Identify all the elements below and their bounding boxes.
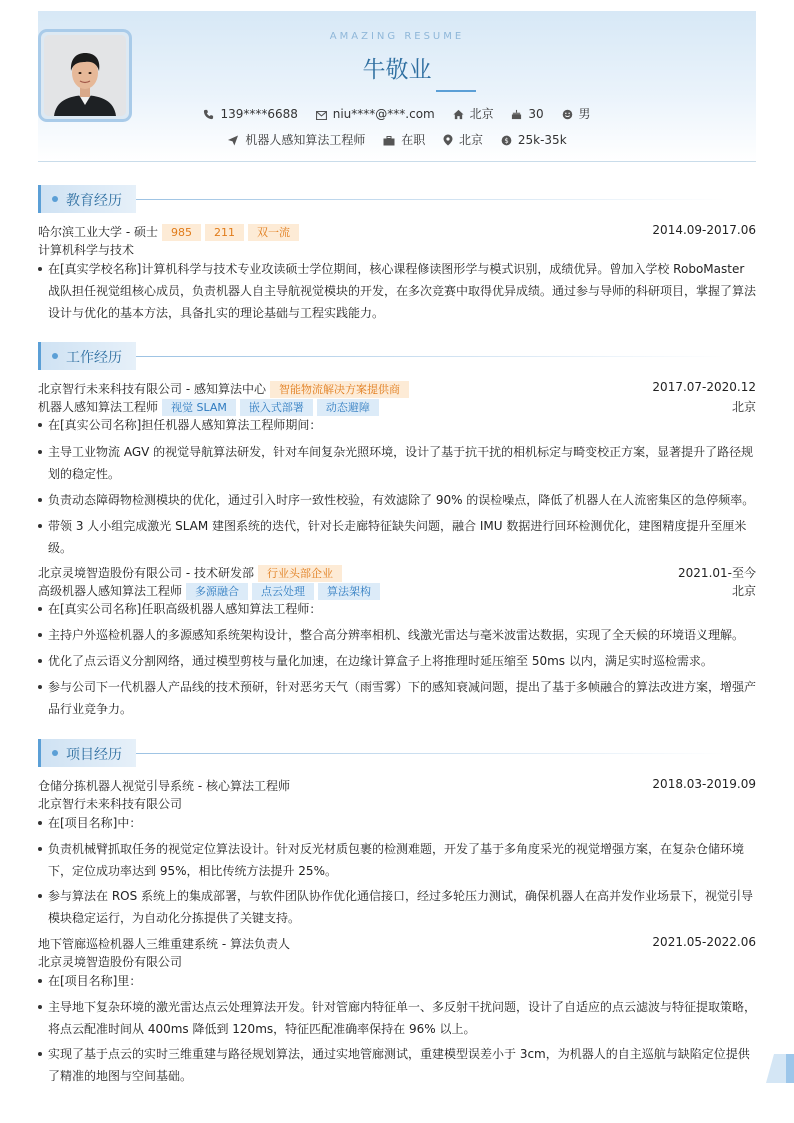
school-tag: 985 (162, 224, 201, 241)
home-icon (453, 109, 464, 120)
work-date: 2017.07-2020.12 (652, 380, 756, 394)
section-title-education (38, 185, 756, 213)
company-name: 北京智行未来科技有限公司 - 感知算法中心 (38, 382, 266, 396)
skill-tag: 多源融合 (186, 583, 248, 600)
target-city-value: 北京 (459, 133, 484, 147)
name-underline (436, 90, 476, 92)
company-tag: 智能物流解决方案提供商 (270, 381, 409, 398)
contact-row (38, 105, 756, 122)
skill-tag: 视觉 SLAM (162, 399, 236, 416)
home-city-value: 北京 (469, 107, 494, 121)
work-bullet: 在[真实公司名称]任职高级机器人感知算法工程师： (38, 598, 756, 620)
school-tag: 双一流 (248, 224, 299, 241)
project-bullet: 负责机械臂抓取任务的视觉定位算法设计。针对反光材质包裹的检测难题，开发了基于多角度采光的视觉增强方案，在复杂仓储环境下，定位成功率达到 95%，相比传统方法提升 25%。 (38, 838, 756, 882)
gender-value: 男 (578, 107, 591, 121)
email-info (316, 107, 435, 121)
education-bullet: 在[真实学校名称]计算机科学与技术专业攻读硕士学位期间，核心课程修读图形学与模式识别，成绩优异。曾加入学校 RoboMaster 战队担任视觉组核心成员，负责机器人自主导航视觉模块的开发，在多次竞赛中取得优异成绩。通过参与导师的科研项目，掌握了算法设计与优化的基本方法，具备扎实的理论基础与工程实践能力。 (38, 258, 756, 324)
section-label: 教育经历 (66, 193, 122, 209)
work-title-row (38, 398, 756, 415)
skill-tag: 点云处理 (252, 583, 314, 600)
education-date: 2014.09-2017.06 (652, 223, 756, 237)
cake-icon (511, 109, 522, 120)
send-icon (227, 135, 239, 146)
school-name: 哈尔滨工业大学 - 硕士 (38, 225, 158, 239)
work-bullet: 优化了点云语义分割网络，通过模型剪枝与量化加速，在边缘计算盒子上将推理时延压缩至 50ms 以内，满足实时巡检需求。 (38, 650, 756, 672)
job-title: 机器人感知算法工程师 (38, 400, 159, 414)
company-tag: 行业头部企业 (258, 565, 342, 582)
target-city-info (443, 131, 483, 148)
project-date: 2018.03-2019.09 (652, 777, 756, 791)
email-value: niu****@***.com (332, 106, 435, 121)
work-bullet: 带领 3 人小组完成激光 SLAM 建图系统的迭代，针对长走廊特征缺失问题，融合 IMU 数据进行回环检测优化，建图精度提升至厘米级。 (38, 515, 756, 559)
job-title: 高级机器人感知算法工程师 (38, 584, 183, 598)
project-org: 北京灵境智造股份有限公司 (38, 955, 183, 969)
work-bullet: 主持户外巡检机器人的多源感知系统架构设计，整合高分辨率相机、线激光雷达与毫米波雷达数据，实现了全天候的环境语义理解。 (38, 624, 756, 646)
education-major-row (38, 241, 756, 258)
work-bullet: 参与公司下一代机器人产品线的技术预研，针对恶劣天气（雨雪雾）下的感知衰减问题，提出了基于多帧融合的算法改进方案，增强产品行业竞争力。 (38, 676, 756, 720)
salary-value: 25k-35k (517, 132, 567, 147)
candidate-name: 牛敬业 (362, 57, 432, 83)
project-bullet: 在[项目名称]里： (38, 970, 756, 992)
school-tag: 211 (205, 224, 244, 241)
project-entry-header (38, 935, 756, 952)
project-bullet: 主导地下复杂环境的激光雷达点云处理算法开发。针对管廊内特征单一、多反射干扰问题，设计了自适应的点云滤波与特征提取策略，将点云配准时间从 400ms 降低到 120ms，特征匹配准确率保持在 96% 以上。 (38, 996, 756, 1040)
project-org-row (38, 953, 756, 970)
work-date: 2021.01-至今 (678, 566, 756, 580)
project-bullet: 实现了基于点云的实时三维重建与路径规划算法，通过实地管廊测试，重建模型误差小于 3cm，为机器人的自主巡航与缺陷定位提供了精准的地图与空间基础。 (38, 1043, 756, 1087)
project-entry-header (38, 777, 756, 794)
target-job-value: 机器人感知算法工程师 (245, 133, 366, 147)
home-city-info (453, 105, 494, 122)
project-date: 2021.05-2022.06 (652, 935, 756, 949)
work-bullet: 负责动态障碍物检测模块的优化，通过引入时序一致性校验，有效滤除了 90% 的误检噪点，降低了机器人在人流密集区的急停频率。 (38, 489, 756, 511)
gender-info (562, 105, 591, 122)
location-pin-icon (443, 134, 453, 146)
briefcase-icon (383, 136, 395, 146)
section-title-projects (38, 739, 756, 767)
work-entry-header (38, 564, 756, 581)
skill-tag: 算法架构 (318, 583, 380, 600)
target-job-info (227, 131, 365, 148)
age-info (511, 107, 543, 121)
status-value: 在职 (401, 133, 426, 147)
work-title-row (38, 582, 756, 599)
smile-icon (562, 109, 573, 120)
age-value: 30 (528, 106, 544, 121)
svg-text:$: $ (504, 136, 509, 145)
work-entry-header (38, 380, 756, 397)
project-bullet: 在[项目名称]中： (38, 812, 756, 834)
status-info (383, 131, 425, 148)
skill-tag: 嵌入式部署 (240, 399, 313, 416)
project-org: 北京智行未来科技有限公司 (38, 797, 183, 811)
section-label: 工作经历 (66, 350, 122, 366)
work-city: 北京 (731, 400, 756, 414)
brand-text: AMAZING RESUME (329, 31, 465, 42)
section-title-work (38, 342, 756, 370)
education-entry-header (38, 223, 756, 240)
work-city: 北京 (731, 584, 756, 598)
project-org-row (38, 795, 756, 812)
skill-tag: 动态避障 (317, 399, 379, 416)
section-label: 项目经历 (66, 747, 122, 763)
major: 计算机科学与技术 (38, 243, 135, 257)
work-bullet: 主导工业物流 AGV 的视觉导航算法研发，针对车间复杂光照环境，设计了基于抗干扰的相机标定与畸变校正方案，显著提升了路径规划的稳定性。 (38, 441, 756, 485)
resume-header (38, 11, 756, 162)
salary-info (501, 133, 567, 147)
phone-value: 139****6688 (220, 106, 298, 121)
corner-decoration (766, 1054, 794, 1083)
money-icon (501, 135, 512, 146)
phone-icon (203, 109, 214, 120)
project-title: 地下管廊巡检机器人三维重建系统 - 算法负责人 (38, 937, 290, 951)
phone-info (203, 107, 297, 121)
project-bullet: 参与算法在 ROS 系统上的集成部署，与软件团队协作优化通信接口，经过多轮压力测试，确保机器人在高并发作业场景下，视觉引导模块稳定运行，为自动化分拣提供了关键支持。 (38, 885, 756, 929)
project-title: 仓储分拣机器人视觉引导系统 - 核心算法工程师 (38, 779, 290, 793)
mail-icon (316, 111, 327, 120)
work-bullet: 在[真实公司名称]担任机器人感知算法工程师期间： (38, 414, 756, 436)
company-name: 北京灵境智造股份有限公司 - 技术研发部 (38, 566, 254, 580)
job-intent-row (38, 131, 756, 148)
